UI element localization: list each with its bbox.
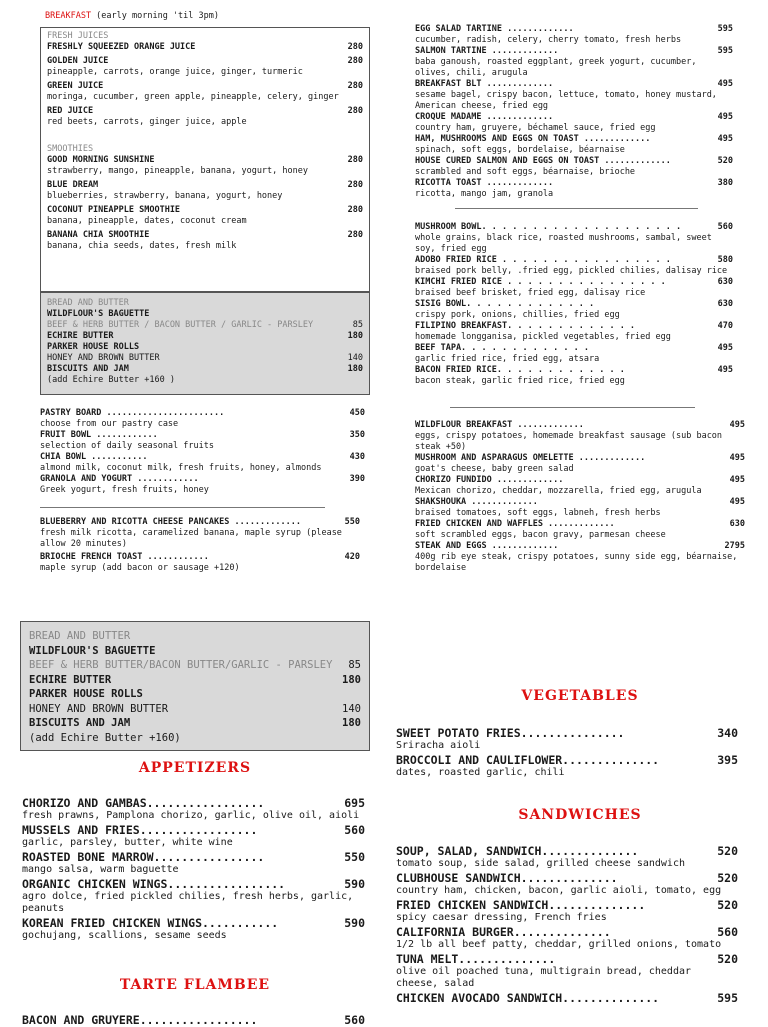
vegetables-title: VEGETABLES — [521, 688, 639, 704]
menu-item-description: spinach, soft eggs, bordelaise, béarnaise — [415, 145, 625, 155]
menu-item-price: 595 — [717, 46, 733, 56]
menu-item-name: MUSSELS AND FRIES................. — [22, 823, 258, 837]
echire-price: 180 — [342, 673, 361, 686]
menu-item-name: BEEF TAPA. . . . . . . . . . . . . — [415, 343, 589, 353]
baguette-item: WILDFLOUR'S BAGUETTE — [29, 644, 156, 657]
menu-item-price: 280 — [347, 81, 363, 91]
menu-item-name: CHORIZO FUNDIDO ............. — [415, 475, 564, 485]
menu-item-row — [415, 420, 745, 431]
menu-item-row — [415, 519, 745, 530]
menu-item-description: choose from our pastry case — [40, 419, 179, 429]
menu-item-name: ORGANIC CHICKEN WINGS................. — [22, 877, 286, 891]
menu-item — [396, 898, 738, 924]
menu-item-row — [396, 991, 738, 1005]
menu-item — [415, 343, 733, 365]
menu-item-name: GRANOLA AND YOGURT ............ — [40, 474, 199, 484]
menu-item — [47, 56, 363, 78]
menu-item-name: SALMON TARTINE ............. — [415, 46, 559, 56]
honey-name: HONEY AND BROWN BUTTER — [29, 702, 169, 715]
menu-item-description: garlic, parsley, butter, white wine — [22, 837, 233, 848]
menu-item-name: MUSHROOM BOWL. . . . . . . . . . . . . . . . . . . . — [415, 222, 682, 232]
menu-item-row — [415, 156, 733, 167]
menu-item-row — [40, 430, 365, 441]
juices-smoothies-box — [40, 27, 370, 292]
menu-item-description: tomato soup, side salad, grilled cheese sandwich — [396, 858, 685, 869]
menu-item-price: 420 — [344, 552, 360, 562]
menu-item-description: red beets, carrots, ginger juice, apple — [47, 117, 247, 127]
tarte-list — [22, 1013, 365, 1027]
menu-item-name: ROASTED BONE MARROW................ — [22, 850, 265, 864]
menu-item-price: 280 — [347, 155, 363, 165]
menu-item-price: 450 — [349, 408, 365, 418]
menu-item-name: KOREAN FRIED CHICKEN WINGS........... — [22, 916, 279, 930]
menu-item — [47, 106, 363, 128]
menu-item-price: 590 — [344, 877, 365, 891]
menu-item — [47, 230, 363, 252]
menu-item-description: pineapple, carrots, orange juice, ginger, turmeric — [47, 67, 303, 77]
menu-item — [415, 453, 745, 475]
menu-item-name: FRUIT BOWL ............ — [40, 430, 158, 440]
butters-row — [29, 658, 361, 673]
breakfast-label: BREAKFAST — [45, 11, 92, 21]
menu-item — [415, 24, 733, 46]
menu-item-price: 520 — [717, 871, 738, 885]
menu-item — [40, 408, 365, 430]
menu-item-price: 495 — [717, 343, 733, 353]
juices-heading: FRESH JUICES — [47, 31, 109, 41]
menu-item-price: 495 — [729, 420, 745, 430]
menu-item-price: 595 — [717, 24, 733, 34]
menu-item-price: 630 — [717, 277, 733, 287]
menu-item-name: STEAK AND EGGS ............. — [415, 541, 559, 551]
echire-row — [47, 331, 363, 342]
menu-item-description: mango salsa, warm baguette — [22, 864, 179, 875]
menu-item-row — [396, 952, 738, 966]
echire-name: ECHIRE BUTTER — [47, 331, 114, 341]
menu-item-description: goat's cheese, baby green salad — [415, 464, 574, 474]
menu-item-price: 380 — [717, 178, 733, 188]
menu-item-price: 630 — [729, 519, 745, 529]
menu-item-description: braised tomatoes, soft eggs, labneh, fresh herbs — [415, 508, 661, 518]
tarte-flambee-title: TARTE FLAMBEE — [119, 977, 271, 993]
right-list-tartines — [415, 24, 733, 200]
menu-item — [22, 916, 365, 942]
menu-item-row — [22, 823, 365, 837]
menu-item-name: CROQUE MADAME ............. — [415, 112, 554, 122]
menu-item-price: 695 — [344, 796, 365, 810]
biscuits-name: BISCUITS AND JAM — [29, 717, 131, 729]
menu-item-name: FRESHLY SQUEEZED ORANGE JUICE — [47, 42, 196, 52]
menu-item-price: 280 — [347, 180, 363, 190]
menu-item-name: BLUE DREAM — [47, 180, 99, 190]
smoothies-list — [47, 155, 363, 252]
menu-item-price: 560 — [717, 222, 733, 232]
menu-item-name: RICOTTA TOAST ............. — [415, 178, 554, 188]
menu-item-row — [47, 155, 363, 166]
menu-item-description: braised beef brisket, fried egg, dalisay rice — [415, 288, 646, 298]
menu-item-row — [415, 343, 733, 354]
menu-item-price: 590 — [344, 916, 365, 930]
menu-item-row — [40, 452, 365, 463]
menu-item-price: 280 — [347, 205, 363, 215]
menu-item-price: 560 — [344, 823, 365, 837]
menu-item — [22, 823, 365, 849]
menu-item — [415, 134, 733, 156]
menu-item-description: garlic fried rice, fried egg, atsara — [415, 354, 600, 364]
menu-item-price: 280 — [347, 106, 363, 116]
menu-item-price: 430 — [349, 452, 365, 462]
menu-item-row — [22, 850, 365, 864]
menu-item — [396, 844, 738, 870]
menu-item-price: 340 — [717, 726, 738, 740]
menu-item-price: 520 — [717, 898, 738, 912]
menu-item — [415, 46, 733, 79]
bread-heading: BREAD AND BUTTER — [47, 298, 129, 308]
menu-item-name: KIMCHI FRIED RICE . . . . . . . . . . . . . . . . — [415, 277, 666, 287]
menu-item — [396, 952, 738, 990]
menu-item-description: Sriracha aioli — [396, 740, 481, 751]
menu-item-name: HOUSE CURED SALMON AND EGGS ON TOAST ............. — [415, 156, 671, 166]
biscuits-name: BISCUITS AND JAM — [47, 364, 129, 374]
menu-item-description: blueberries, strawberry, banana, yogurt, honey — [47, 191, 283, 201]
menu-item-description: agro dolce, fried pickled chilies, fresh herbs, garlic, peanuts — [22, 891, 354, 914]
right-list-rice-bowls — [415, 222, 733, 387]
menu-item — [22, 877, 365, 915]
menu-item — [415, 255, 733, 277]
bread-heading: BREAD AND BUTTER — [29, 630, 131, 642]
breakfast-hours: (early morning 'til 3pm) — [91, 11, 219, 21]
menu-item-description: scrambled and soft eggs, béarnaise, brioche — [415, 167, 636, 177]
menu-item-name: HAM, MUSHROOMS AND EGGS ON TOAST ............. — [415, 134, 651, 144]
menu-item-row — [396, 726, 738, 740]
menu-item-name: SHAKSHOUKA ............. — [415, 497, 538, 507]
menu-item-price: 495 — [729, 453, 745, 463]
divider — [450, 407, 695, 408]
juices-list — [47, 42, 363, 128]
menu-item-row — [396, 753, 738, 767]
menu-item-description: strawberry, mango, pineapple, banana, yogurt, honey — [47, 166, 308, 176]
menu-item — [415, 156, 733, 178]
menu-item-name: BACON AND GRUYERE................. — [22, 1013, 258, 1027]
menu-item-row — [22, 877, 365, 891]
butters-price: 85 — [348, 659, 361, 671]
echire-price: 180 — [347, 331, 363, 341]
menu-item-name: BREAKFAST BLT ............. — [415, 79, 554, 89]
menu-item — [396, 753, 738, 779]
menu-item-description: maple syrup (add bacon or sausage +120) — [40, 563, 240, 573]
menu-item-price: 495 — [729, 497, 745, 507]
menu-item-name: CHORIZO AND GAMBAS................. — [22, 796, 265, 810]
menu-item-row — [415, 365, 733, 376]
menu-item-name: SOUP, SALAD, SANDWICH.............. — [396, 844, 639, 858]
menu-item-row — [47, 106, 363, 117]
menu-item-description: soft scrambled eggs, bacon gravy, parmesan cheese — [415, 530, 666, 540]
echire-add-note: (add Echire Butter +160 ) — [47, 375, 175, 385]
menu-item-description: cucumber, radish, celery, cherry tomato, fresh herbs — [415, 35, 682, 45]
menu-item-description: fresh milk ricotta, caramelized banana, maple syrup (please allow 20 minutes) — [40, 528, 342, 549]
menu-item-name: GREEN JUICE — [47, 81, 104, 91]
sandwiches-title: SANDWICHES — [518, 807, 642, 823]
menu-item-row — [47, 81, 363, 92]
menu-item — [396, 726, 738, 752]
butters-row — [47, 320, 363, 331]
menu-item-price: 280 — [347, 42, 363, 52]
menu-item-row — [415, 178, 733, 189]
pancake-list — [40, 517, 360, 576]
menu-item-name: MUSHROOM AND ASPARAGUS OMELETTE ............. — [415, 453, 646, 463]
bread-butter-box-large — [20, 621, 370, 751]
menu-item-name: GOLDEN JUICE — [47, 56, 109, 66]
honey-name: HONEY AND BROWN BUTTER — [47, 353, 160, 363]
menu-item-row — [40, 517, 360, 528]
menu-item-row — [396, 871, 738, 885]
baguette-item: WILDFLOUR'S BAGUETTE — [47, 309, 150, 319]
menu-item-price: 495 — [717, 112, 733, 122]
menu-item-description: crispy pork, onions, chillies, fried egg — [415, 310, 620, 320]
menu-item-price: 2795 — [724, 541, 745, 551]
menu-item — [40, 430, 365, 452]
menu-item-row — [415, 497, 745, 508]
menu-item-name: CHICKEN AVOCADO SANDWICH.............. — [396, 991, 660, 1005]
menu-item-price: 495 — [729, 475, 745, 485]
menu-item-price: 520 — [717, 844, 738, 858]
echire-row — [29, 673, 361, 688]
menu-item — [415, 277, 733, 299]
menu-item — [415, 321, 733, 343]
bread-butter-box-small — [40, 292, 370, 395]
menu-item — [415, 112, 733, 134]
menu-item-name: COCONUT PINEAPPLE SMOOTHIE — [47, 205, 181, 215]
menu-item — [415, 365, 733, 387]
parker-item: PARKER HOUSE ROLLS — [29, 688, 143, 700]
menu-item — [47, 205, 363, 227]
menu-item — [415, 299, 733, 321]
menu-item — [415, 420, 745, 453]
menu-item-row — [415, 134, 733, 145]
menu-item-name: RED JUICE — [47, 106, 94, 116]
menu-item-description: country ham, chicken, bacon, garlic aioli, tomato, egg — [396, 885, 722, 896]
menu-item-description: sesame bagel, crispy bacon, lettuce, tomato, honey mustard, American cheese, fried egg — [415, 90, 717, 111]
menu-item-row — [415, 453, 745, 464]
menu-item-row — [396, 844, 738, 858]
menu-item-name: WILDFLOUR BREAKFAST ............. — [415, 420, 584, 430]
menu-item-description: Greek yogurt, fresh fruits, honey — [40, 485, 209, 495]
menu-item-price: 495 — [717, 79, 733, 89]
menu-item — [415, 541, 745, 574]
menu-item-description: country ham, gruyere, béchamel sauce, fried egg — [415, 123, 656, 133]
menu-item-name: SISIG BOWL. . . . . . . . . . . . . — [415, 299, 595, 309]
menu-item-description: eggs, crispy potatoes, homemade breakfast sausage (sub bacon steak +50) — [415, 431, 723, 452]
biscuits-row — [47, 364, 363, 375]
menu-item-name: PASTRY BOARD ....................... — [40, 408, 225, 418]
menu-item — [396, 991, 738, 1005]
menu-item-name: FRIED CHICKEN SANDWICH.............. — [396, 898, 646, 912]
menu-item — [415, 222, 733, 255]
menu-item-price: 395 — [717, 753, 738, 767]
honey-row — [47, 353, 363, 364]
menu-item-description: fresh prawns, Pamplona chorizo, garlic, olive oil, aioli — [22, 810, 360, 821]
menu-item — [415, 178, 733, 200]
menu-item — [415, 475, 745, 497]
menu-item — [47, 42, 363, 53]
menu-item-description: Mexican chorizo, cheddar, mozzarella, fried egg, arugula — [415, 486, 702, 496]
sandwiches-list — [396, 844, 738, 1006]
menu-item-row — [415, 299, 733, 310]
honey-price: 140 — [347, 353, 363, 363]
menu-item — [47, 81, 363, 103]
menu-item-price: 560 — [344, 1013, 365, 1027]
menu-item-price: 520 — [717, 952, 738, 966]
menu-item-description: spicy caesar dressing, French fries — [396, 912, 607, 923]
menu-item-price: 495 — [717, 134, 733, 144]
echire-add-note: (add Echire Butter +160) — [29, 731, 181, 744]
menu-item-name: CALIFORNIA BURGER.............. — [396, 925, 611, 939]
menu-item-row — [415, 277, 733, 288]
menu-item-price: 560 — [717, 925, 738, 939]
menu-item-description: bacon steak, garlic fried rice, fried egg — [415, 376, 625, 386]
menu-item-row — [396, 925, 738, 939]
menu-item-row — [47, 56, 363, 67]
menu-item-price: 280 — [347, 230, 363, 240]
menu-item-row — [415, 222, 733, 233]
menu-item-price: 520 — [717, 156, 733, 166]
menu-item-price: 630 — [717, 299, 733, 309]
menu-item-row — [415, 112, 733, 123]
breakfast-heading — [45, 11, 219, 22]
menu-item-name: BACON FRIED RICE. . . . . . . . . . . . . — [415, 365, 625, 375]
biscuits-row — [29, 716, 361, 731]
menu-item-name: CHIA BOWL ........... — [40, 452, 148, 462]
menu-item-price: 550 — [344, 517, 360, 527]
menu-item — [40, 474, 365, 496]
menu-item-price: 280 — [347, 56, 363, 66]
appetizers-title: APPETIZERS — [138, 760, 252, 776]
menu-item-row — [22, 1013, 365, 1027]
menu-item-name: EGG SALAD TARTINE ............. — [415, 24, 574, 34]
menu-item-row — [47, 230, 363, 241]
butters-price: 85 — [352, 320, 363, 330]
menu-item — [40, 452, 365, 474]
menu-item — [47, 155, 363, 177]
menu-item — [22, 850, 365, 876]
menu-item-description: baba ganoush, roasted eggplant, greek yogurt, cucumber, olives, chili, arugula — [415, 57, 697, 78]
divider — [40, 507, 325, 508]
menu-item-price: 550 — [344, 850, 365, 864]
menu-item-price: 495 — [717, 365, 733, 375]
pastry-list — [40, 408, 365, 496]
menu-item — [40, 552, 360, 574]
menu-item-description: 400g rib eye steak, crispy potatoes, sunny side egg, béarnaise, bordelaise — [415, 552, 738, 573]
appetizers-list — [22, 796, 365, 943]
biscuits-price: 180 — [342, 717, 361, 729]
menu-item-description: homemade longganisa, pickled vegetables, fried egg — [415, 332, 671, 342]
menu-item-name: CLUBHOUSE SANDWICH.............. — [396, 871, 618, 885]
menu-item-row — [415, 321, 733, 332]
menu-item — [415, 497, 745, 519]
menu-item-row — [415, 79, 733, 90]
menu-item-description: banana, pineapple, dates, coconut cream — [47, 216, 247, 226]
honey-row — [29, 702, 361, 717]
menu-item-row — [40, 474, 365, 485]
menu-item-name: ADOBO FRIED RICE . . . . . . . . . . . . . . . . . — [415, 255, 671, 265]
menu-item-row — [415, 541, 745, 552]
menu-item — [47, 180, 363, 202]
menu-item — [22, 796, 365, 822]
parker-item: PARKER HOUSE ROLLS — [47, 342, 140, 352]
menu-item — [40, 517, 360, 550]
honey-price: 140 — [342, 702, 361, 715]
menu-item-description: gochujang, scallions, sesame seeds — [22, 930, 227, 941]
menu-item-row — [22, 916, 365, 930]
smoothies-heading: SMOOTHIES — [47, 144, 94, 154]
menu-item-row — [396, 898, 738, 912]
menu-item-price: 390 — [349, 474, 365, 484]
menu-item-description: braised pork belly, .fried egg, pickled chilies, dalisay rice — [415, 266, 728, 276]
menu-item-description: moringa, cucumber, green apple, pineapple, celery, ginger — [47, 92, 339, 102]
menu-item-description: whole grains, black rice, roasted mushrooms, sambal, sweet soy, fried egg — [415, 233, 712, 254]
menu-item-row — [415, 255, 733, 266]
menu-item-price: 595 — [717, 991, 738, 1005]
menu-item-row — [40, 552, 360, 563]
menu-item-name: BLUEBERRY AND RICOTTA CHEESE PANCAKES ............. — [40, 517, 301, 527]
menu-item-name: FRIED CHICKEN AND WAFFLES ............. — [415, 519, 615, 529]
menu-item — [396, 925, 738, 951]
menu-item-row — [415, 24, 733, 35]
menu-item-description: selection of daily seasonal fruits — [40, 441, 214, 451]
menu-item-name: BRIOCHE FRENCH TOAST ............ — [40, 552, 209, 562]
menu-item-description: banana, chia seeds, dates, fresh milk — [47, 241, 237, 251]
menu-item-row — [40, 408, 365, 419]
menu-item-name: FILIPINO BREAKFAST. . . . . . . . . . . . . — [415, 321, 636, 331]
menu-item-name: TUNA MELT.............. — [396, 952, 556, 966]
menu-item-row — [47, 42, 363, 53]
menu-item-description: almond milk, coconut milk, fresh fruits, honey, almonds — [40, 463, 322, 473]
menu-item-price: 350 — [349, 430, 365, 440]
menu-item-description: ricotta, mango jam, granola — [415, 189, 554, 199]
menu-item-row — [22, 796, 365, 810]
menu-item-name: BROCCOLI AND CAULIFLOWER.............. — [396, 753, 660, 767]
menu-item-description: olive oil poached tuna, multigrain bread, cheddar cheese, salad — [396, 966, 692, 989]
menu-item-row — [47, 205, 363, 216]
menu-item-name: GOOD MORNING SUNSHINE — [47, 155, 155, 165]
menu-item — [22, 1013, 365, 1027]
echire-name: ECHIRE BUTTER — [29, 673, 112, 686]
menu-item — [415, 79, 733, 112]
menu-item-row — [415, 475, 745, 486]
right-list-breakfast-plates — [415, 420, 745, 574]
menu-item-row — [47, 180, 363, 191]
biscuits-price: 180 — [347, 364, 363, 374]
butters-options: BEEF & HERB BUTTER/BACON BUTTER/GARLIC - PARSLEY — [29, 659, 333, 671]
menu-item-row — [415, 46, 733, 57]
butters-options: BEEF & HERB BUTTER / BACON BUTTER / GARLIC - PARSLEY — [47, 320, 314, 330]
vegetables-list — [396, 726, 738, 780]
menu-item-price: 470 — [717, 321, 733, 331]
menu-item-price: 580 — [717, 255, 733, 265]
menu-item-description: 1/2 lb all beef patty, cheddar, grilled onions, tomato — [396, 939, 722, 950]
menu-item — [396, 871, 738, 897]
menu-item-description: dates, roasted garlic, chili — [396, 767, 565, 778]
menu-item-name: SWEET POTATO FRIES............... — [396, 726, 625, 740]
menu-item — [415, 519, 745, 541]
divider — [455, 208, 698, 209]
menu-item-name: BANANA CHIA SMOOTHIE — [47, 230, 150, 240]
